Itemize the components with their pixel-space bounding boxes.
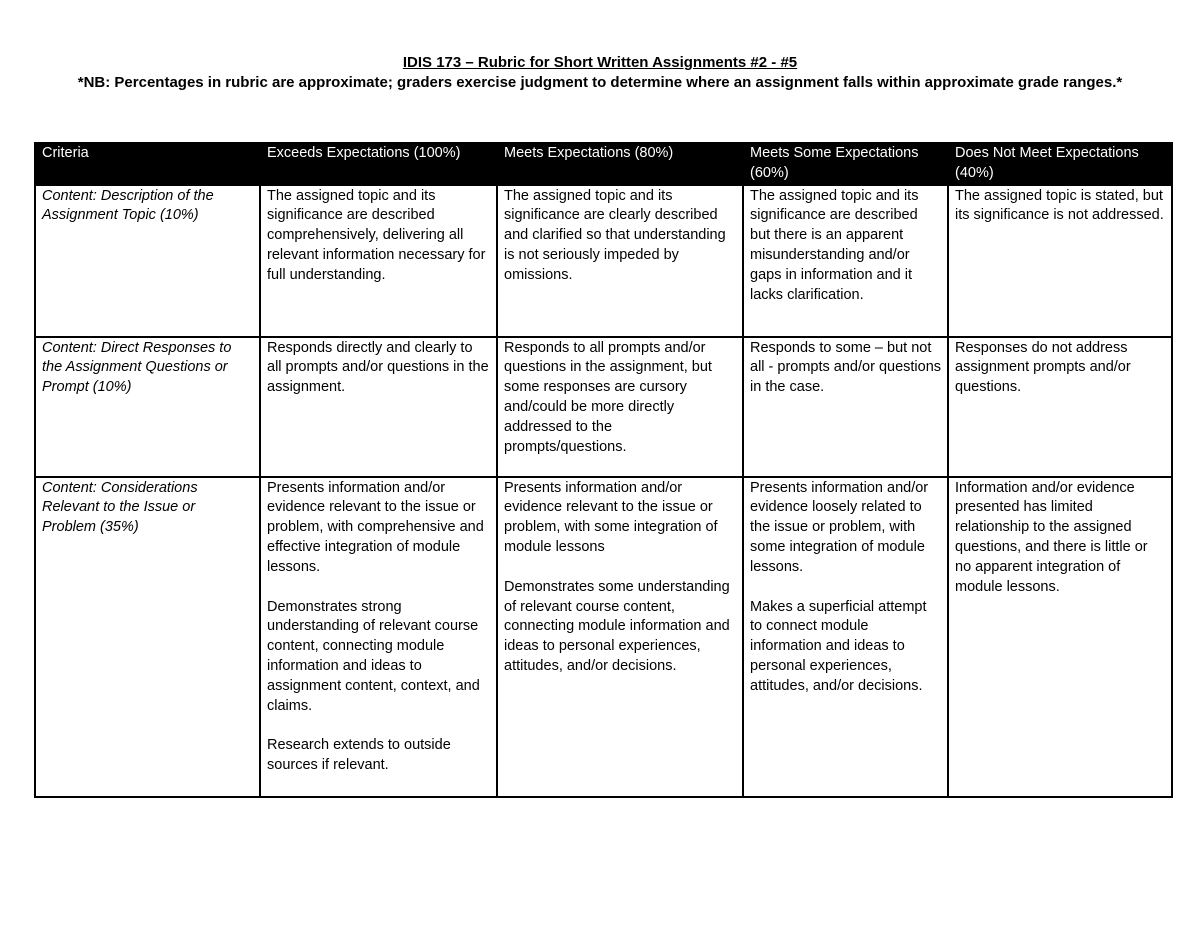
exceeds-cell [260,477,497,797]
document-title: IDIS 173 – Rubric for Short Written Assignments #2 - #5 [402,54,798,71]
does-not-meet-cell [948,477,1172,797]
meets-some-cell [743,477,948,797]
meets-cell [497,185,743,337]
header-row [35,143,1172,185]
criteria-cell: Content: Description of the Assignment Topic (10%) [35,185,260,337]
cell-text: Makes a superficial attempt to connect module information and ideas to personal experiences, attitudes, and/or decisions. [750,598,927,694]
cell-text: The assigned topic is stated, but its significance is not addressed. [955,187,1164,224]
meets-some-cell [743,337,948,477]
cell-text: Presents information and/or evidence relevant to the issue or problem, with comprehensive and effective integration of module lessons. [267,479,484,575]
header-meets-some: Meets Some Expectations (60%) [743,143,948,185]
header-exceeds: Exceeds Expectations (100%) [260,143,497,185]
cell-text: Demonstrates some understanding of relevant course content, connecting module information and ideas to personal experiences, attitudes, and/or decisions. [504,578,730,674]
table-row [35,337,1172,477]
cell-text: Information and/or evidence presented has limited relationship to the assigned questions, and there is little or no apparent integration of module lessons. [955,479,1148,595]
criteria-cell: Content: Direct Responses to the Assignment Questions or Prompt (10%) [35,337,260,477]
cell-text: Presents information and/or evidence loosely related to the issue or problem, with some integration of module lessons. [750,479,929,575]
header-does-not-meet: Does Not Meet Expectations (40%) [948,143,1172,185]
exceeds-cell [260,185,497,337]
exceeds-cell [260,337,497,477]
document-header [0,53,1200,93]
table-row [35,185,1172,337]
meets-some-cell [743,185,948,337]
cell-text: Responses do not address assignment prompts and/or questions. [955,339,1131,396]
cell-text: Responds to all prompts and/or questions in the assignment, but some responses are cursory and/could be more directly addressed to the prompts/questions. [504,339,712,455]
header-criteria: Criteria [35,143,260,185]
cell-text: Presents information and/or evidence relevant to the issue or problem, with some integration of module lessons [504,479,718,555]
meets-cell [497,477,743,797]
criteria-cell: Content: Considerations Relevant to the Issue or Problem (35%) [35,477,260,797]
does-not-meet-cell [948,185,1172,337]
rubric-table [34,142,1173,798]
cell-text: The assigned topic and its significance are described comprehensively, delivering all relevant information necessary for full understanding. [267,187,486,283]
meets-cell [497,337,743,477]
table-row [35,477,1172,797]
cell-text: Research extends to outside sources if relevant. [267,737,451,774]
grading-note: *NB: Percentages in rubric are approximate; graders exercise judgment to determine where an assignment falls within approximate grade ranges.* [77,74,1123,91]
cell-text: Demonstrates strong understanding of relevant course content, connecting module information and ideas to assignment content, context, and claims. [267,598,480,714]
does-not-meet-cell [948,337,1172,477]
cell-text: The assigned topic and its significance are clearly described and clarified so that understanding is not seriously impeded by omissions. [504,187,726,283]
header-meets: Meets Expectations (80%) [497,143,743,185]
cell-text: Responds directly and clearly to all prompts and/or questions in the assignment. [267,339,489,396]
cell-text: The assigned topic and its significance are described but there is an apparent misunderstanding and/or gaps in information and it lacks clarification. [750,187,919,303]
cell-text: Responds to some – but not all - prompts and/or questions in the case. [750,339,942,396]
